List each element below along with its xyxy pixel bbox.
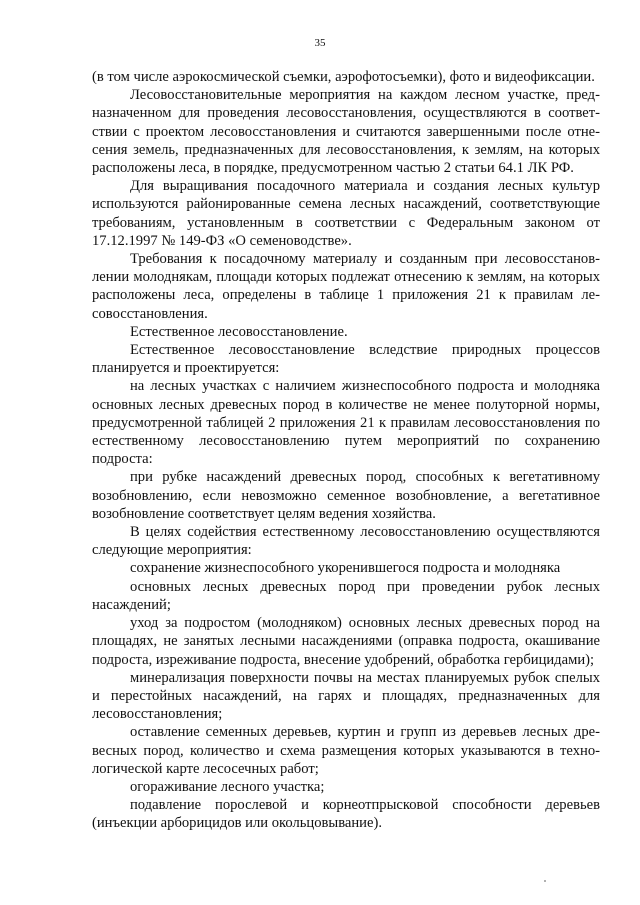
paragraph-1: (в том числе аэрокосмической съемки, аэрофотосъемки), фото и видеофиксации.	[92, 69, 595, 85]
document-body	[92, 68, 600, 833]
list-item: минерализация поверхности почвы на местах планируемых рубок спелых и перестойных насаждений, на гарях и площадях, предназначенных для лесовосстановления;	[92, 669, 600, 723]
list-item: огораживание лесного участка;	[130, 778, 325, 795]
list-item: основных лесных древесных пород при проведении рубок лесных насаждений;	[92, 578, 600, 613]
list-item: уход за подростом (молодняком) основных лесных древесных пород на площадях, не занятых лесными насаждениями (оправка подроста, окашивание подроста, изреживание подроста, внесение удобрений, обработка гербицидами);	[92, 615, 600, 668]
paragraph-3: Для выращивания посадочного материала и создания лесных культур используются районированные семена лесных насаждений, соответствующие требованиям, установленным в соответствии с Федеральным законом от 17.12.1997 № 149-ФЗ «О семеноводстве».	[92, 178, 600, 249]
list-item: подавление порослевой и корнеотпрысковой способности деревьев (инъекции арборицидов или окольцовывание).	[92, 797, 600, 832]
scan-speck	[544, 880, 546, 882]
paragraph-7: на лесных участках с наличием жизнеспособного подроста и молодняка основных лесных древесных пород в количестве не менее полуторной нормы, предусмотренной таблицей 2 приложения 21 к правилам лесовосстановления по естественному лесовосстановлению путем мероприятий по сохранению подроста:	[92, 378, 600, 468]
list-item: сохранение жизнеспособного укоренившегося подроста и молодняка	[130, 560, 561, 577]
paragraph-5: Естественное лесовосстановление.	[130, 323, 348, 340]
paragraph-6: Естественное лесовосстановление вследствие природных процессов планируется и проектируется:	[92, 342, 600, 377]
paragraph-4: Требования к посадочному материалу и созданным при лесовосстановлении молоднякам, площади которых подлежат отнесению к землям, на которых расположены леса, определены в таблице 1 приложения 21 к правилам лесовосстановления.	[92, 251, 600, 322]
paragraph-2: Лесовосстановительные мероприятия на каждом лесном участке, предназначенном для проведения лесовосстановления, осуществляются в соответствии с проектом лесовосстановления и считаются завершенными после отнесения земель, предназначенных для лесовосстановления, к землям, на которых расположены леса, в порядке, предусмотренном частью 2 статьи 64.1 ЛК РФ.	[92, 87, 600, 177]
paragraph-8: при рубке насаждений древесных пород, способных к вегетативному возобновлению, если невозможно семенное возобновление, а вегетативное возобновление соответствует целям ведения хозяйства.	[92, 469, 600, 522]
paragraph-9: В целях содействия естественному лесовосстановлению осуществляются следующие мероприятия:	[92, 524, 600, 559]
page-number: 35	[314, 37, 326, 49]
list-item: оставление семенных деревьев, куртин и групп из деревьев лесных древесных пород, количество и схема размещения которых указываются в технологической карте лесосечных работ;	[92, 724, 600, 777]
